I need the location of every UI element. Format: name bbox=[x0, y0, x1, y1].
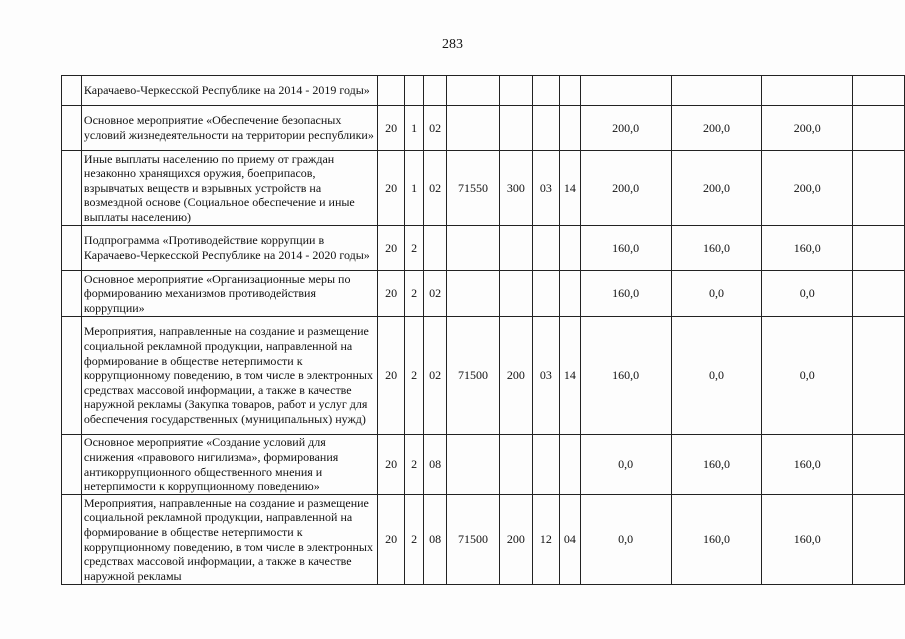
subsection-cell bbox=[559, 271, 580, 317]
section-cell: 12 bbox=[532, 495, 559, 585]
expense-type-cell bbox=[499, 76, 532, 106]
subsection-cell bbox=[559, 435, 580, 495]
code-activity-cell: 02 bbox=[424, 317, 447, 435]
extra-cell bbox=[853, 435, 905, 495]
code-activity-cell: 02 bbox=[424, 151, 447, 226]
row-number-cell bbox=[62, 106, 82, 151]
item-name-cell: Подпрограмма «Противодействие коррупции в Карачаево-Черкесской Республике на 2014 - 2020 годы» bbox=[81, 226, 377, 271]
amount-year3-cell bbox=[762, 76, 853, 106]
budget-table bbox=[61, 75, 905, 585]
code-direction-cell bbox=[447, 76, 500, 106]
expense-type-cell: 200 bbox=[499, 495, 532, 585]
item-name-cell: Основное мероприятие «Создание условий для снижения «правового нигилизма», формирования антикоррупционного общественного мнения и нетерпимости к коррупционному поведению» bbox=[81, 435, 377, 495]
amount-year2-cell: 160,0 bbox=[671, 226, 762, 271]
code-subprogram-cell: 1 bbox=[405, 106, 424, 151]
amount-year1-cell: 0,0 bbox=[580, 435, 671, 495]
table-row bbox=[62, 76, 905, 106]
table-row bbox=[62, 271, 905, 317]
amount-year3-cell: 200,0 bbox=[762, 106, 853, 151]
section-cell bbox=[532, 271, 559, 317]
code-subprogram-cell: 2 bbox=[405, 495, 424, 585]
code-program-cell: 20 bbox=[378, 317, 405, 435]
subsection-cell bbox=[559, 106, 580, 151]
table-row bbox=[62, 106, 905, 151]
code-activity-cell bbox=[424, 226, 447, 271]
code-direction-cell bbox=[447, 271, 500, 317]
subsection-cell bbox=[559, 76, 580, 106]
code-program-cell: 20 bbox=[378, 106, 405, 151]
code-program-cell: 20 bbox=[378, 435, 405, 495]
subsection-cell: 14 bbox=[559, 317, 580, 435]
extra-cell bbox=[853, 151, 905, 226]
row-number-cell bbox=[62, 495, 82, 585]
item-name-cell: Основное мероприятие «Организационные меры по формированию механизмов противодействия коррупции» bbox=[81, 271, 377, 317]
extra-cell bbox=[853, 106, 905, 151]
amount-year2-cell: 0,0 bbox=[671, 271, 762, 317]
amount-year2-cell: 200,0 bbox=[671, 151, 762, 226]
code-activity-cell: 08 bbox=[424, 435, 447, 495]
code-direction-cell bbox=[447, 226, 500, 271]
amount-year2-cell: 160,0 bbox=[671, 495, 762, 585]
section-cell bbox=[532, 226, 559, 271]
amount-year3-cell: 160,0 bbox=[762, 226, 853, 271]
code-subprogram-cell bbox=[405, 76, 424, 106]
expense-type-cell bbox=[499, 226, 532, 271]
amount-year2-cell: 200,0 bbox=[671, 106, 762, 151]
table-row bbox=[62, 317, 905, 435]
section-cell bbox=[532, 106, 559, 151]
amount-year1-cell bbox=[580, 76, 671, 106]
amount-year2-cell bbox=[671, 76, 762, 106]
code-subprogram-cell: 2 bbox=[405, 317, 424, 435]
code-direction-cell: 71550 bbox=[447, 151, 500, 226]
extra-cell bbox=[853, 226, 905, 271]
extra-cell bbox=[853, 271, 905, 317]
code-program-cell: 20 bbox=[378, 151, 405, 226]
code-activity-cell: 08 bbox=[424, 495, 447, 585]
table-row bbox=[62, 495, 905, 585]
amount-year3-cell: 160,0 bbox=[762, 495, 853, 585]
section-cell: 03 bbox=[532, 317, 559, 435]
code-direction-cell: 71500 bbox=[447, 495, 500, 585]
amount-year2-cell: 160,0 bbox=[671, 435, 762, 495]
section-cell: 03 bbox=[532, 151, 559, 226]
amount-year1-cell: 160,0 bbox=[580, 317, 671, 435]
code-direction-cell: 71500 bbox=[447, 317, 500, 435]
row-number-cell bbox=[62, 271, 82, 317]
code-subprogram-cell: 2 bbox=[405, 226, 424, 271]
row-number-cell bbox=[62, 435, 82, 495]
extra-cell bbox=[853, 76, 905, 106]
item-name-cell: Иные выплаты населению по приему от граждан незаконно хранящихся оружия, боеприпасов, взрывчатых веществ и взрывных устройств на возмездной основе (Социальное обеспечение и иные выплаты населению) bbox=[81, 151, 377, 226]
page-number: 283 bbox=[442, 37, 463, 52]
amount-year1-cell: 0,0 bbox=[580, 495, 671, 585]
extra-cell bbox=[853, 495, 905, 585]
expense-type-cell bbox=[499, 271, 532, 317]
section-cell bbox=[532, 76, 559, 106]
code-subprogram-cell: 2 bbox=[405, 271, 424, 317]
table-row bbox=[62, 151, 905, 226]
row-number-cell bbox=[62, 76, 82, 106]
extra-cell bbox=[853, 317, 905, 435]
table-row bbox=[62, 435, 905, 495]
item-name-cell: Мероприятия, направленные на создание и размещение социальной рекламной продукции, направленной на формирование в обществе нетерпимости к коррупционному поведению, в том числе в электронных средствах массовой информации, а также в качестве наружной рекламы bbox=[81, 495, 377, 585]
section-cell bbox=[532, 435, 559, 495]
amount-year1-cell: 160,0 bbox=[580, 226, 671, 271]
expense-type-cell: 300 bbox=[499, 151, 532, 226]
amount-year1-cell: 160,0 bbox=[580, 271, 671, 317]
expense-type-cell bbox=[499, 106, 532, 151]
code-direction-cell bbox=[447, 106, 500, 151]
code-subprogram-cell: 2 bbox=[405, 435, 424, 495]
expense-type-cell: 200 bbox=[499, 317, 532, 435]
item-name-cell: Карачаево-Черкесской Республике на 2014 - 2019 годы» bbox=[81, 76, 377, 106]
code-direction-cell bbox=[447, 435, 500, 495]
row-number-cell bbox=[62, 226, 82, 271]
code-program-cell: 20 bbox=[378, 495, 405, 585]
amount-year3-cell: 160,0 bbox=[762, 435, 853, 495]
expense-type-cell bbox=[499, 435, 532, 495]
code-program-cell: 20 bbox=[378, 226, 405, 271]
amount-year3-cell: 0,0 bbox=[762, 317, 853, 435]
amount-year1-cell: 200,0 bbox=[580, 151, 671, 226]
subsection-cell: 14 bbox=[559, 151, 580, 226]
item-name-cell: Мероприятия, направленные на создание и размещение социальной рекламной продукции, направленной на формирование в обществе нетерпимости к коррупционному поведению, в том числе в электронных средствах массовой информации, а также в качестве наружной рекламы (Закупка товаров, работ и услуг для обеспечения государственных (муниципальных) нужд) bbox=[81, 317, 377, 435]
code-activity-cell: 02 bbox=[424, 106, 447, 151]
code-program-cell bbox=[378, 76, 405, 106]
item-name-cell: Основное мероприятие «Обеспечение безопасных условий жизнедеятельности на территории республики» bbox=[81, 106, 377, 151]
amount-year2-cell: 0,0 bbox=[671, 317, 762, 435]
amount-year3-cell: 200,0 bbox=[762, 151, 853, 226]
amount-year3-cell: 0,0 bbox=[762, 271, 853, 317]
subsection-cell bbox=[559, 226, 580, 271]
row-number-cell bbox=[62, 317, 82, 435]
code-activity-cell: 02 bbox=[424, 271, 447, 317]
row-number-cell bbox=[62, 151, 82, 226]
code-program-cell: 20 bbox=[378, 271, 405, 317]
table-row bbox=[62, 226, 905, 271]
amount-year1-cell: 200,0 bbox=[580, 106, 671, 151]
code-activity-cell bbox=[424, 76, 447, 106]
code-subprogram-cell: 1 bbox=[405, 151, 424, 226]
subsection-cell: 04 bbox=[559, 495, 580, 585]
